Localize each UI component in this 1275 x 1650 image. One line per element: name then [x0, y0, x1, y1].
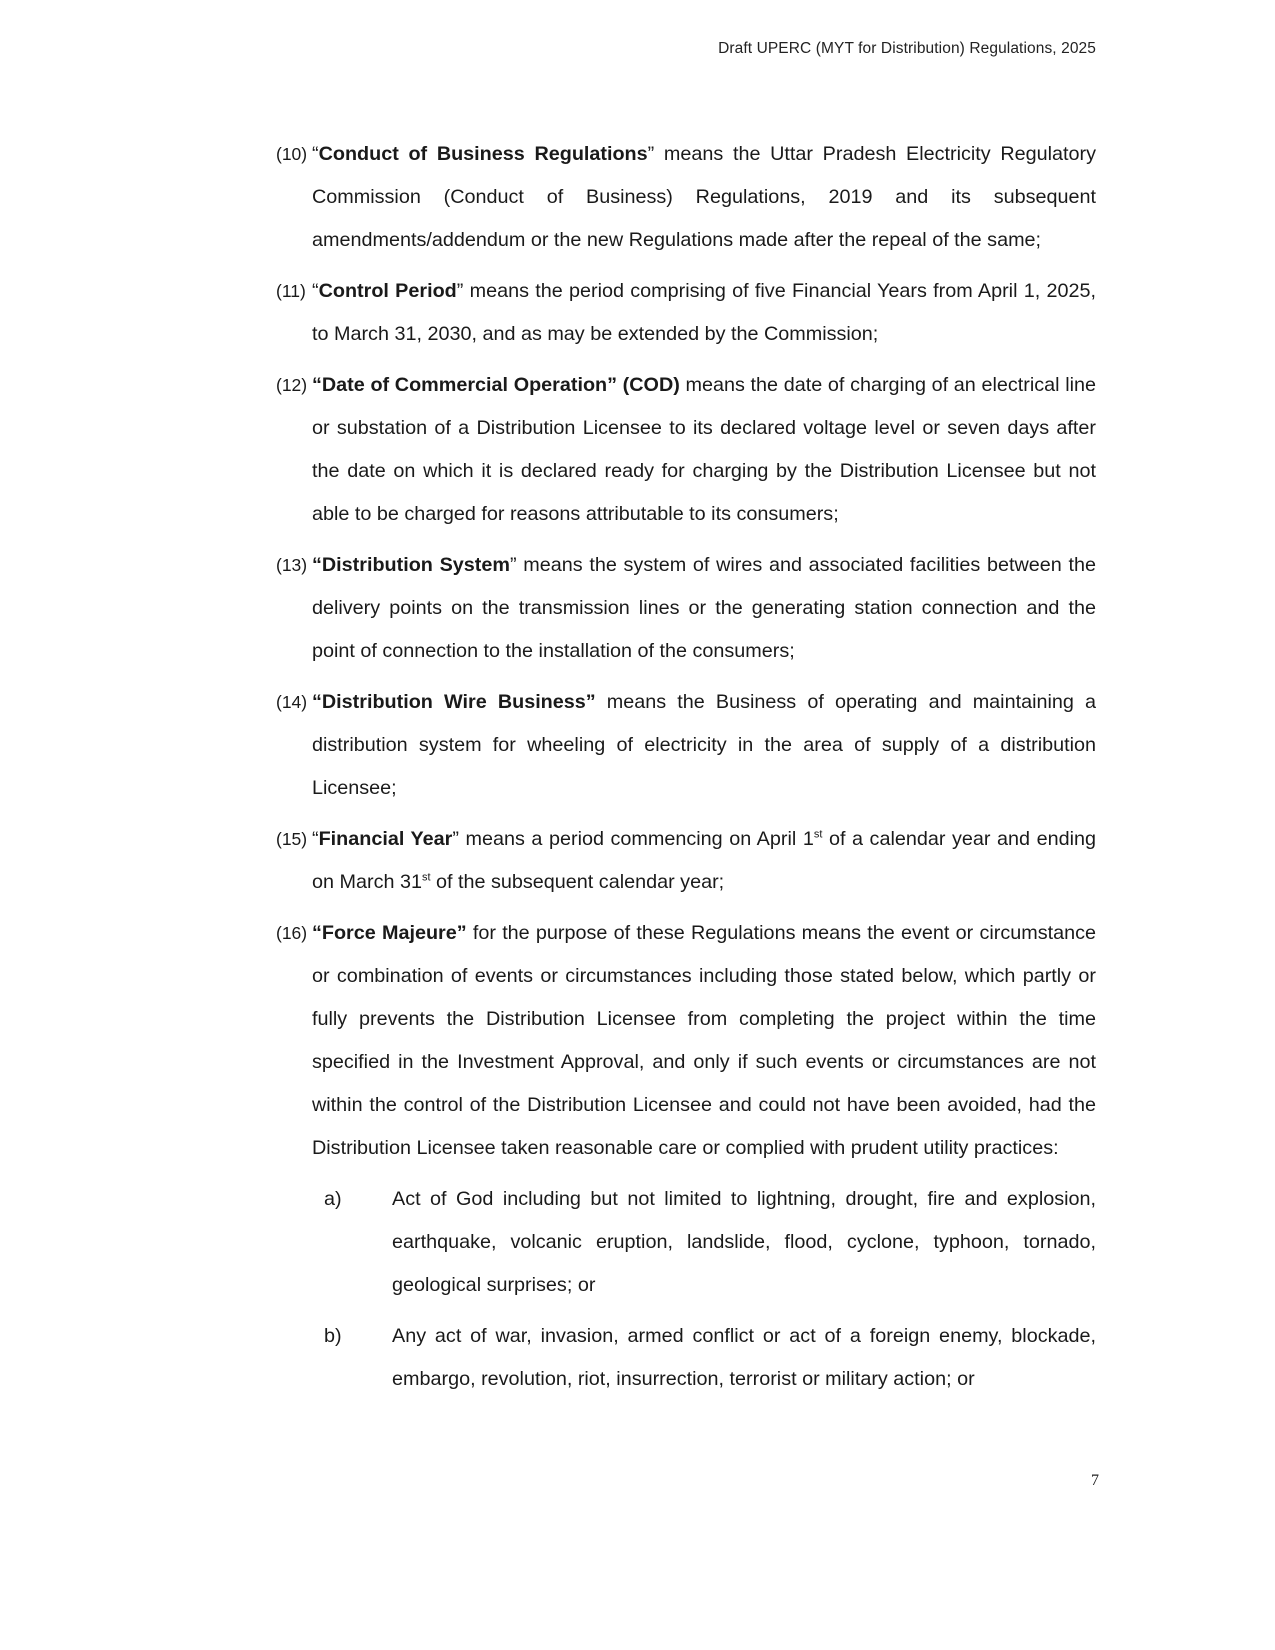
defined-term: “Force Majeure” [312, 922, 467, 944]
definition-number: (14) [276, 692, 308, 712]
definition-body: means the Uttar Pradesh Electricity Regulatory Commission (Conduct of Business) Regulations, 2019 and its subsequent amendments/addendum or the new Regulations made after the repeal of the same; [312, 143, 1096, 251]
defined-term: “Distribution System [312, 554, 510, 576]
defined-term: Financial Year [318, 828, 453, 850]
definition-13 [276, 544, 1096, 673]
sub-item-b [276, 1315, 1096, 1401]
definition-16 [276, 912, 1096, 1170]
defined-term: “Distribution Wire Business” [312, 691, 596, 713]
definition-number: (13) [276, 555, 308, 575]
close-quote: ” [647, 143, 655, 165]
definition-14 [276, 681, 1096, 810]
sub-item-a [276, 1178, 1096, 1307]
definition-body: means the period comprising of five Financial Years from April 1, 2025, to March 31, 2030, and as may be extended by the Commission; [312, 280, 1096, 345]
definition-10 [276, 133, 1096, 262]
definition-11 [276, 270, 1096, 356]
sub-item-marker: b) [324, 1325, 342, 1347]
open-quote: “ [312, 828, 319, 850]
definition-body: for the purpose of these Regulations means the event or circumstance or combination of events or circumstances including those stated below, which partly or fully prevents the Distribution Licensee from completing the project within the time specified in the Investment Approval, and only if such events or circumstances are not within the control of the Distribution Licensee and could not have been avoided, had the Distribution Licensee taken reasonable care or complied with prudent utility practices: [312, 922, 1096, 1159]
definition-number: (12) [276, 375, 308, 395]
definition-body: means the Business of operating and maintaining a distribution system for wheeling of electricity in the area of supply of a distribution Licensee; [312, 691, 1096, 799]
definition-body-part-1: means a period commencing on April 1 [458, 828, 814, 850]
definition-text [312, 681, 1096, 810]
page-number: 7 [1091, 1472, 1099, 1489]
open-quote: “ [312, 280, 319, 302]
definition-text [312, 912, 1096, 1170]
sub-item-marker: a) [324, 1188, 342, 1210]
definition-text [312, 133, 1096, 262]
ordinal-suffix: st [421, 871, 431, 884]
close-quote: ” [456, 280, 464, 302]
definition-15 [276, 818, 1096, 904]
close-quote: ” [509, 554, 517, 576]
definition-body: means the date of charging of an electrical line or substation of a Distribution Licensee to its declared voltage level or seven days after the date on which it is declared ready for charging by the Distribution Licensee but not able to be charged for reasons attributable to its consumers; [312, 374, 1096, 525]
sub-item-text: Any act of war, invasion, armed conflict or act of a foreign enemy, blockade, embargo, revolution, riot, insurrection, terrorist or military action; or [392, 1325, 1096, 1390]
running-header: Draft UPERC (MYT for Distribution) Regulations, 2025 [718, 40, 1096, 57]
defined-term: “Date of Commercial Operation” (COD) [312, 374, 680, 396]
close-quote: ” [452, 828, 459, 850]
defined-term: Control Period [318, 280, 457, 302]
definition-body: means the system of wires and associated facilities between the delivery points on the transmission lines or the generating station connection and the point of connection to the installation of the consumers; [312, 554, 1096, 662]
definition-text [312, 818, 1096, 904]
definition-body-part-2: of a calendar year and ending on March 31 [312, 828, 1096, 893]
definition-text [312, 270, 1096, 356]
definition-text [312, 544, 1096, 673]
definition-number: (11) [276, 281, 306, 301]
definition-number: (10) [276, 144, 308, 164]
sub-item-text: Act of God including but not limited to lightning, drought, fire and explosion, earthquake, volcanic eruption, landslide, flood, cyclone, typhoon, tornado, geological surprises; or [392, 1188, 1096, 1296]
force-majeure-sub-list [276, 1178, 1096, 1401]
definition-body-part-3: of the subsequent calendar year; [430, 871, 725, 893]
open-quote: “ [312, 143, 319, 165]
defined-term: Conduct of Business Regulations [318, 143, 648, 165]
ordinal-suffix: st [813, 828, 823, 841]
definition-number: (15) [276, 829, 308, 849]
definition-number: (16) [276, 923, 308, 943]
definitions-list [276, 133, 1096, 1409]
definition-text [312, 364, 1096, 536]
definition-12 [276, 364, 1096, 536]
